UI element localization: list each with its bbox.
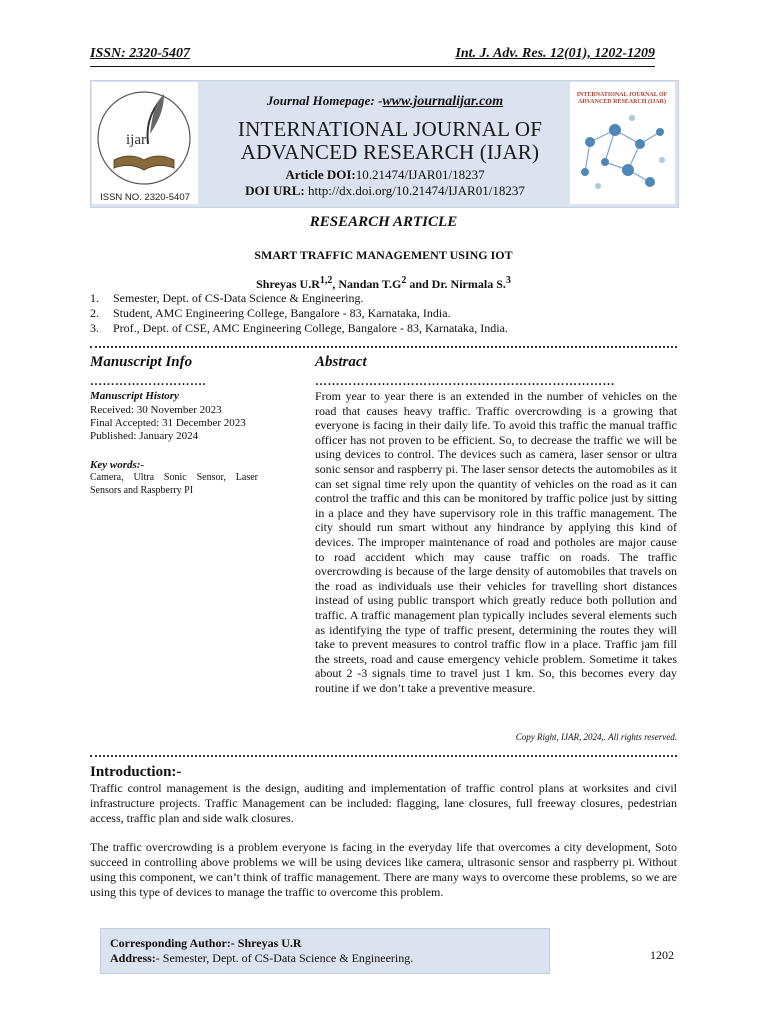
- author-3: and Dr. Nirmala S.: [406, 277, 506, 291]
- abstract-dots: ………………………………………………………………: [315, 374, 615, 388]
- journal-title-line2: ADVANCED RESEARCH (IJAR): [240, 140, 540, 164]
- accepted-date: Final Accepted: 31 December 2023: [90, 417, 246, 429]
- page-number: 1202: [650, 948, 674, 962]
- quill-book-logo-icon: [92, 82, 198, 204]
- manuscript-history-heading: Manuscript History: [90, 390, 179, 402]
- citation-text: Int. J. Adv. Res. 12(01), 1202-1209: [455, 46, 655, 61]
- journal-homepage: [200, 93, 570, 110]
- paper-title: SMART TRAFFIC MANAGEMENT USING IOT: [254, 248, 513, 262]
- section-divider: [90, 346, 677, 348]
- article-doi: [200, 167, 570, 183]
- section-divider: [90, 755, 677, 757]
- received-date: Received: 30 November 2023: [90, 404, 222, 416]
- running-header: [90, 46, 655, 67]
- manuscript-info-heading: Manuscript Info: [90, 354, 193, 370]
- cover-title-line1: INTERNATIONAL JOURNAL OF: [576, 92, 668, 98]
- published-date: Published: January 2024: [90, 430, 199, 442]
- homepage-label: Journal Homepage: -: [266, 93, 383, 108]
- affiliation-item: [90, 291, 677, 306]
- author-2: , Nandan T.G: [332, 277, 402, 291]
- journal-cover-icon: [570, 82, 675, 204]
- affiliation-item: [90, 306, 677, 321]
- author-3-superscript: 3: [505, 275, 511, 286]
- abstract-heading: Abstract: [315, 354, 367, 370]
- homepage-link[interactable]: www.journalijar.com: [382, 94, 504, 109]
- article-doi-value: 10.21474/IJAR01/18237: [355, 167, 485, 182]
- author-list: [90, 275, 677, 292]
- author-1: Shreyas U.R: [256, 277, 320, 291]
- doi-url: [200, 183, 570, 199]
- author-2-superscript: 2: [401, 275, 407, 286]
- affiliation-text: Student, AMC Engineering College, Bangalore - 83, Karnataka, India.: [113, 306, 451, 320]
- copyright-notice: Copy Right, IJAR, 2024,. All rights reserved.: [515, 732, 677, 742]
- article-type: RESEARCH ARTICLE: [309, 214, 458, 230]
- author-1-superscript: 1,2: [319, 275, 333, 286]
- affiliation-number: 1.: [90, 291, 99, 305]
- affiliation-item: [90, 321, 677, 336]
- doi-url-label: DOI URL:: [245, 183, 305, 198]
- address-label: Address:: [110, 951, 156, 965]
- journal-title: [205, 118, 575, 164]
- logo-issn: ISSN NO. 2320-5407: [100, 192, 190, 203]
- keywords-heading: Key words:-: [90, 459, 145, 471]
- affiliation-text: Semester, Dept. of CS-Data Science & Engineering.: [113, 291, 364, 305]
- abstract-text: From year to year there is an extended in the number of vehicles on the road that causes heavy traffic. Traffic overcrowding is a growing that everyone is facing in their daily life. To avoid this traffic the manual traffic officer has not proven to be efficient. So, to decrease the traffic we will be using devices to control. The devices such as camera, laser sensor or ultra sonic sensor and raspberry pi. The laser sensor detects the automobiles as it can set signal time rely upon the quantity of vehicles on the road as it can control the traffic and this can be monitored by traffic police just by sitting in a place and they have supervisory role in this traffic management. The city should run smart without any hindrance by applying this kind of devices. The improper maintenance of road and potholes are major cause to road accident which may cause traffic on roads. The traffic overcrowding is because of the large density of automobiles that travels on the road as individuals use their vehicles for travelling short distances instead of using public transport which greatly reduce both pollution and traffic. A traffic management plan typically includes several elements such as identifying the type of traffic present, determining the routes they will take to prevent measures to control traffic flow in a place. Traffic jam fill the streets, road and cause emergency vehicle problem. Sometime it takes about 2 -3 signals time to travel just 1 km. So, this becomes every day routine if we don’t take a preventive measure.: [315, 389, 678, 695]
- logo-text: ijar: [126, 132, 146, 148]
- introduction-paragraph-2: The traffic overcrowding is a problem everyone is facing in the everyday life that overcomes a city development, Soto succeed in controlling above problems we will be using devices like camera, ultrasonic sensor and raspberry pi. Without using this component, we can’t think of traffic management. There are many ways to overcome these problems, so we are using this type of devices to manage the traffic to overcome this problem.: [90, 840, 677, 899]
- corresponding-author: Corresponding Author:- Shreyas U.R: [110, 936, 302, 950]
- journal-title-line1: INTERNATIONAL JOURNAL OF: [237, 117, 543, 141]
- keywords-text: Camera, Ultra Sonic Sensor, Laser Sensors and Raspberry PI: [90, 472, 258, 496]
- cover-title-line2: ADVANCED RESEARCH (IJAR): [578, 99, 666, 105]
- corresponding-address: [110, 951, 413, 966]
- doi-url-link[interactable]: http://dx.doi.org/10.21474/IJAR01/18237: [308, 183, 525, 198]
- introduction-heading: Introduction:-: [90, 764, 182, 780]
- journal-logo: [92, 82, 198, 204]
- issn-text: ISSN: 2320-5407: [90, 46, 190, 61]
- manuscript-info-dots: ……………………….: [90, 374, 206, 388]
- address-text: - Semester, Dept. of CS-Data Science & Engineering.: [155, 951, 414, 965]
- affiliation-number: 2.: [90, 306, 99, 320]
- affiliation-number: 3.: [90, 321, 99, 335]
- journal-cover-thumbnail: [570, 82, 675, 204]
- introduction-paragraph-1: Traffic control management is the design, auditing and implementation of traffic control plans at worksites and civil infrastructure projects. Traffic Management can be included: flagging, lane closures, full freeway closures, pedestrian access, traffic plan and side walk closures.: [90, 781, 677, 825]
- affiliation-text: Prof., Dept. of CSE, AMC Engineering College, Bangalore - 83, Karnataka, India.: [113, 321, 508, 335]
- article-doi-label: Article DOI:: [285, 167, 356, 182]
- affiliation-list: [90, 291, 677, 336]
- manuscript-history: [90, 404, 246, 443]
